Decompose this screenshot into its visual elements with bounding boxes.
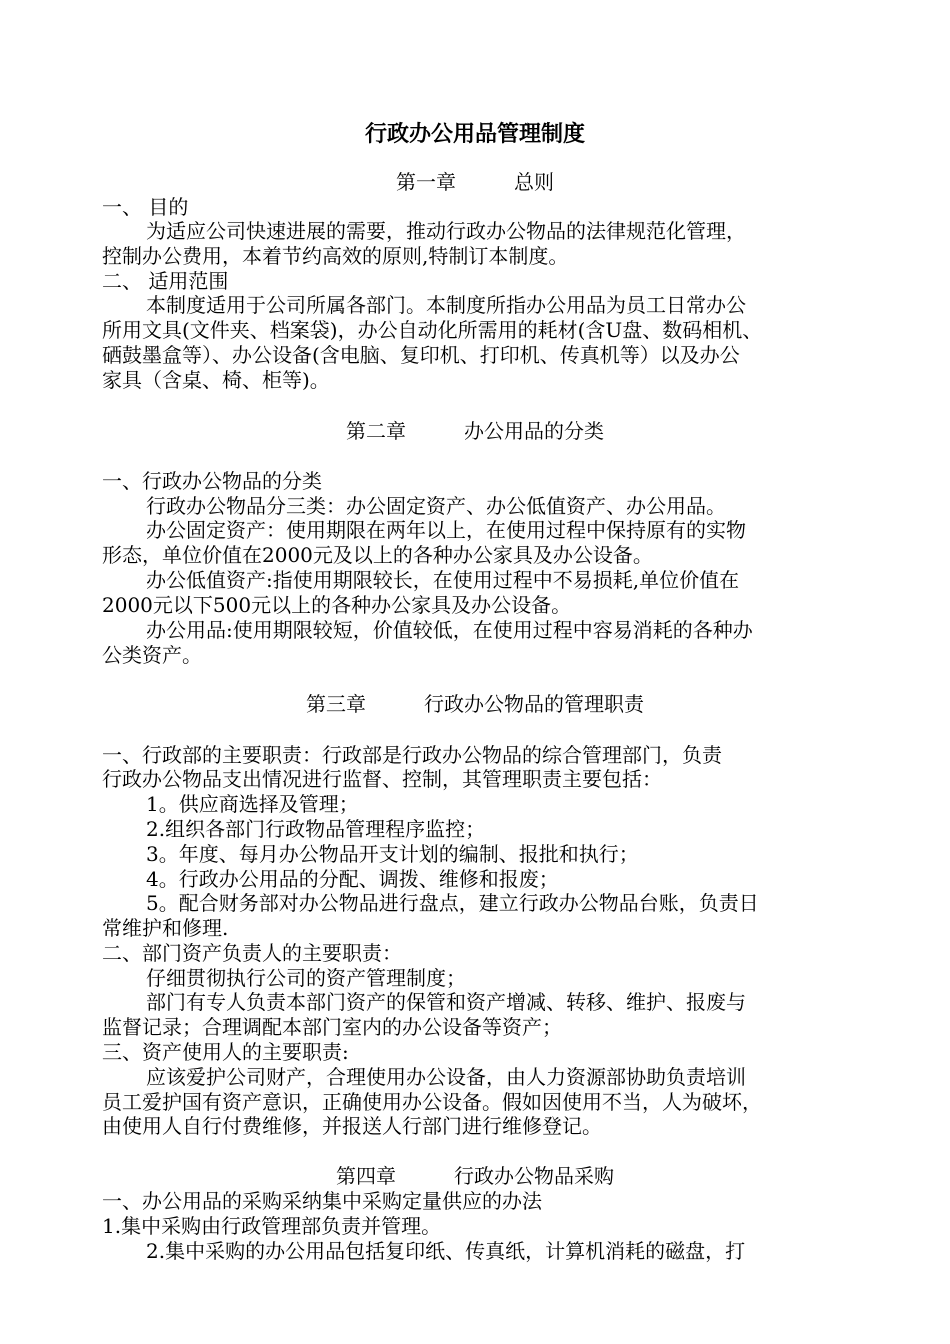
paragraph-line: 家具（含桌、椅、柜等)。 bbox=[102, 368, 330, 392]
paragraph-line: 常维护和修理. bbox=[102, 916, 229, 940]
paragraph-line: 行政办公物品支出情况进行监督、控制，其管理职责主要包括： bbox=[102, 767, 662, 791]
section-heading: 一、办公用品的采购采纳集中采购定量供应的办法 bbox=[102, 1189, 542, 1213]
chapter-2-name: 办公用品的分类 bbox=[464, 419, 604, 443]
list-item: 1。供应商选择及管理； bbox=[146, 792, 359, 816]
section-heading: 一、 目的 bbox=[102, 195, 189, 219]
paragraph-line: 由使用人自行付费维修，并报送人行部门进行维修登记。 bbox=[102, 1114, 602, 1138]
list-item: 4。行政办公用品的分配、调拨、维修和报废； bbox=[146, 867, 559, 891]
paragraph-line: 本制度适用于公司所属各部门。本制度所指办公用品为员工日常办公 bbox=[146, 293, 746, 317]
paragraph-line: 办公用品:使用期限较短，价值较低，在使用过程中容易消耗的各种办 bbox=[146, 618, 753, 642]
paragraph-line: 硒鼓墨盒等）、办公设备(含电脑、复印机、打印机、传真机等）以及办公 bbox=[102, 343, 740, 367]
chapter-1-heading bbox=[0, 170, 950, 195]
chapter-2-heading bbox=[0, 419, 950, 444]
chapter-3-label: 第三章 bbox=[306, 692, 366, 716]
chapter-1-name: 总则 bbox=[514, 170, 554, 194]
paragraph-line: 控制办公费用，本着节约高效的原则,特制订本制度。 bbox=[102, 244, 569, 268]
section-heading: 二、部门资产负责人的主要职责： bbox=[102, 941, 402, 965]
chapter-1-label: 第一章 bbox=[396, 170, 456, 194]
chapter-3-name: 行政办公物品的管理职责 bbox=[424, 692, 644, 716]
paragraph-line: 应该爱护公司财产，合理使用办公设备，由人力资源部协助负责培训 bbox=[146, 1065, 746, 1089]
paragraph-line: 部门有专人负责本部门资产的保管和资产增减、转移、维护、报废与 bbox=[146, 990, 746, 1014]
paragraph-line: 2000元以下500元以上的各种办公家具及办公设备。 bbox=[102, 593, 572, 617]
chapter-2-label: 第二章 bbox=[346, 419, 406, 443]
paragraph-line: 1.集中采购由行政管理部负责并管理。 bbox=[102, 1214, 442, 1238]
document-title: 行政办公用品管理制度 bbox=[364, 122, 585, 147]
chapter-4-label: 第四章 bbox=[336, 1164, 396, 1188]
chapter-4-name: 行政办公物品采购 bbox=[454, 1164, 614, 1188]
list-item: 3。年度、每月办公物品开支计划的编制、报批和执行； bbox=[146, 842, 639, 866]
paragraph-line: 为适应公司快速进展的需要，推动行政办公物品的法律规范化管理， bbox=[146, 219, 746, 243]
paragraph-line: 形态，单位价值在2000元及以上的各种办公家具及办公设备。 bbox=[102, 543, 653, 567]
section-heading: 一、行政部的主要职责：行政部是行政办公物品的综合管理部门，负责 bbox=[102, 743, 722, 767]
paragraph-line: 监督记录；合理调配本部门室内的办公设备等资产； bbox=[102, 1015, 562, 1039]
paragraph-line: 员工爱护国有资产意识，正确使用办公设备。假如因使用不当，人为破坏， bbox=[102, 1090, 762, 1114]
section-heading: 一、行政办公物品的分类 bbox=[102, 469, 322, 493]
paragraph-line: 办公固定资产：使用期限在两年以上，在使用过程中保持原有的实物 bbox=[146, 518, 746, 542]
paragraph-line: 2.集中采购的办公用品包括复印纸、传真纸，计算机消耗的磁盘，打 bbox=[146, 1239, 746, 1263]
paragraph-line: 所用文具(文件夹、档案袋)，办公自动化所需用的耗材(含U盘、数码相机、 bbox=[102, 318, 763, 342]
chapter-4-heading bbox=[0, 1164, 950, 1189]
section-heading: 二、 适用范围 bbox=[102, 269, 229, 293]
section-heading: 三、资产使用人的主要职责: bbox=[102, 1040, 349, 1064]
paragraph-line: 行政办公物品分三类：办公固定资产、办公低值资产、办公用品。 bbox=[146, 494, 726, 518]
list-item: 5。配合财务部对办公物品进行盘点，建立行政办公物品台账，负责日 bbox=[146, 891, 759, 915]
paragraph-line: 办公低值资产:指使用期限较长，在使用过程中不易损耗,单位价值在 bbox=[146, 568, 740, 592]
paragraph-line: 仔细贯彻执行公司的资产管理制度； bbox=[146, 966, 466, 990]
list-item: 2.组织各部门行政物品管理程序监控； bbox=[146, 817, 486, 841]
chapter-3-heading bbox=[0, 692, 950, 717]
paragraph-line: 公类资产。 bbox=[102, 643, 202, 667]
